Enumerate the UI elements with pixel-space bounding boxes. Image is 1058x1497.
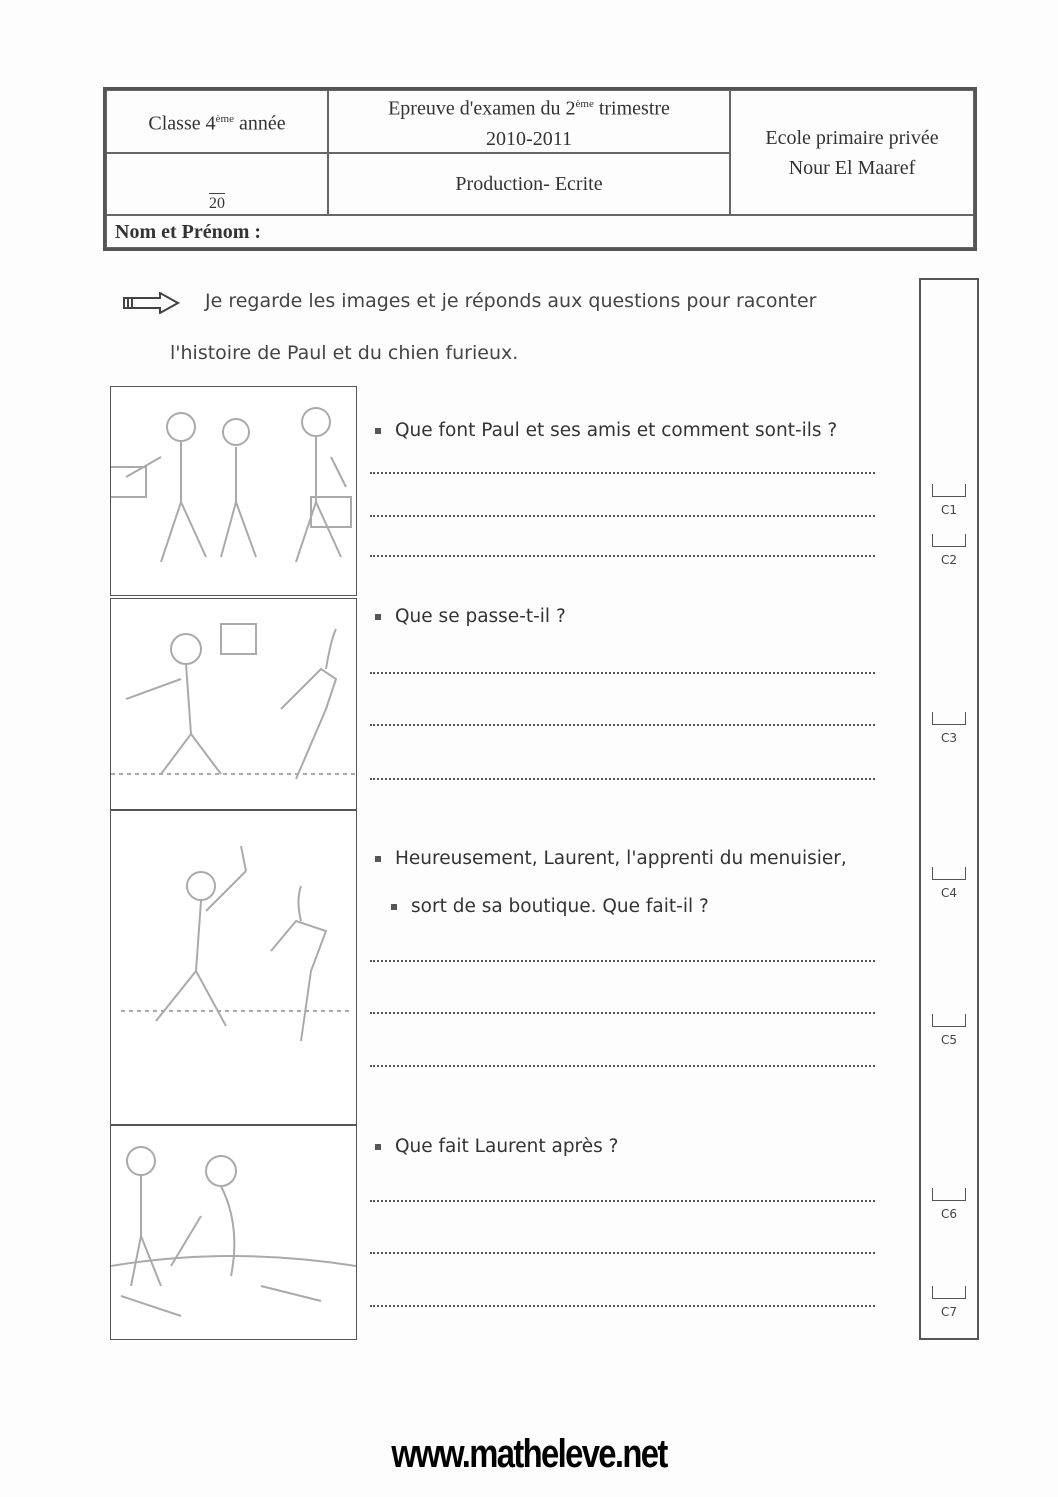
question-3-cont [391, 896, 709, 917]
image-dog-attack [110, 598, 357, 810]
answer-line[interactable] [370, 1065, 875, 1067]
criterion-c2: C2 [932, 534, 966, 567]
criteria-column [919, 278, 979, 1340]
subject-cell: Production- Ecrite [328, 153, 730, 215]
website-footer: www.matheleve.net [391, 1432, 667, 1476]
criterion-c6: C6 [932, 1188, 966, 1221]
answer-line[interactable] [370, 1252, 875, 1254]
criterion-c3: C3 [932, 712, 966, 745]
question-1: Que font Paul et ses amis et comment sont-ils ? [375, 420, 837, 441]
name-field: Nom et Prénom : [106, 215, 974, 248]
class-cell: Classe 4ème année [106, 90, 328, 153]
answer-line[interactable] [370, 1012, 875, 1014]
school-cell: Ecole primaire privée Nour El Maaref [730, 90, 974, 215]
answer-line[interactable] [370, 1200, 875, 1202]
criterion-c1: C1 [932, 484, 966, 517]
criterion-c7: C7 [932, 1286, 966, 1319]
image-laurent-helps [110, 1125, 357, 1340]
answer-line[interactable] [370, 724, 875, 726]
header-table [103, 87, 977, 251]
criterion-c4: C4 [932, 867, 966, 900]
image-laurent-chases-dog [110, 810, 357, 1125]
instruction-line1: Je regarde les images et je réponds aux questions pour raconter [205, 290, 817, 312]
question-3: Heureusement, Laurent, l'apprenti du menuisier, [375, 848, 847, 869]
exam-title-cell: Epreuve d'examen du 2ème trimestre 2010-2011 [328, 90, 730, 153]
answer-line[interactable] [370, 555, 875, 557]
question-2: Que se passe-t-il ? [375, 606, 566, 627]
score-cell: 20 [106, 153, 328, 215]
image-friends-walking [110, 386, 357, 596]
answer-line[interactable] [370, 960, 875, 962]
arrow-right-icon [122, 292, 182, 314]
answer-line[interactable] [370, 515, 875, 517]
question-4: Que fait Laurent après ? [375, 1136, 618, 1157]
answer-line[interactable] [370, 778, 875, 780]
answer-line[interactable] [370, 672, 875, 674]
question-3-line2: sort de sa boutique. Que fait-il ? [411, 896, 709, 917]
answer-line[interactable] [370, 1305, 875, 1307]
instruction-line2: l'histoire de Paul et du chien furieux. [170, 342, 519, 364]
answer-line[interactable] [370, 472, 875, 474]
criterion-c5: C5 [932, 1014, 966, 1047]
